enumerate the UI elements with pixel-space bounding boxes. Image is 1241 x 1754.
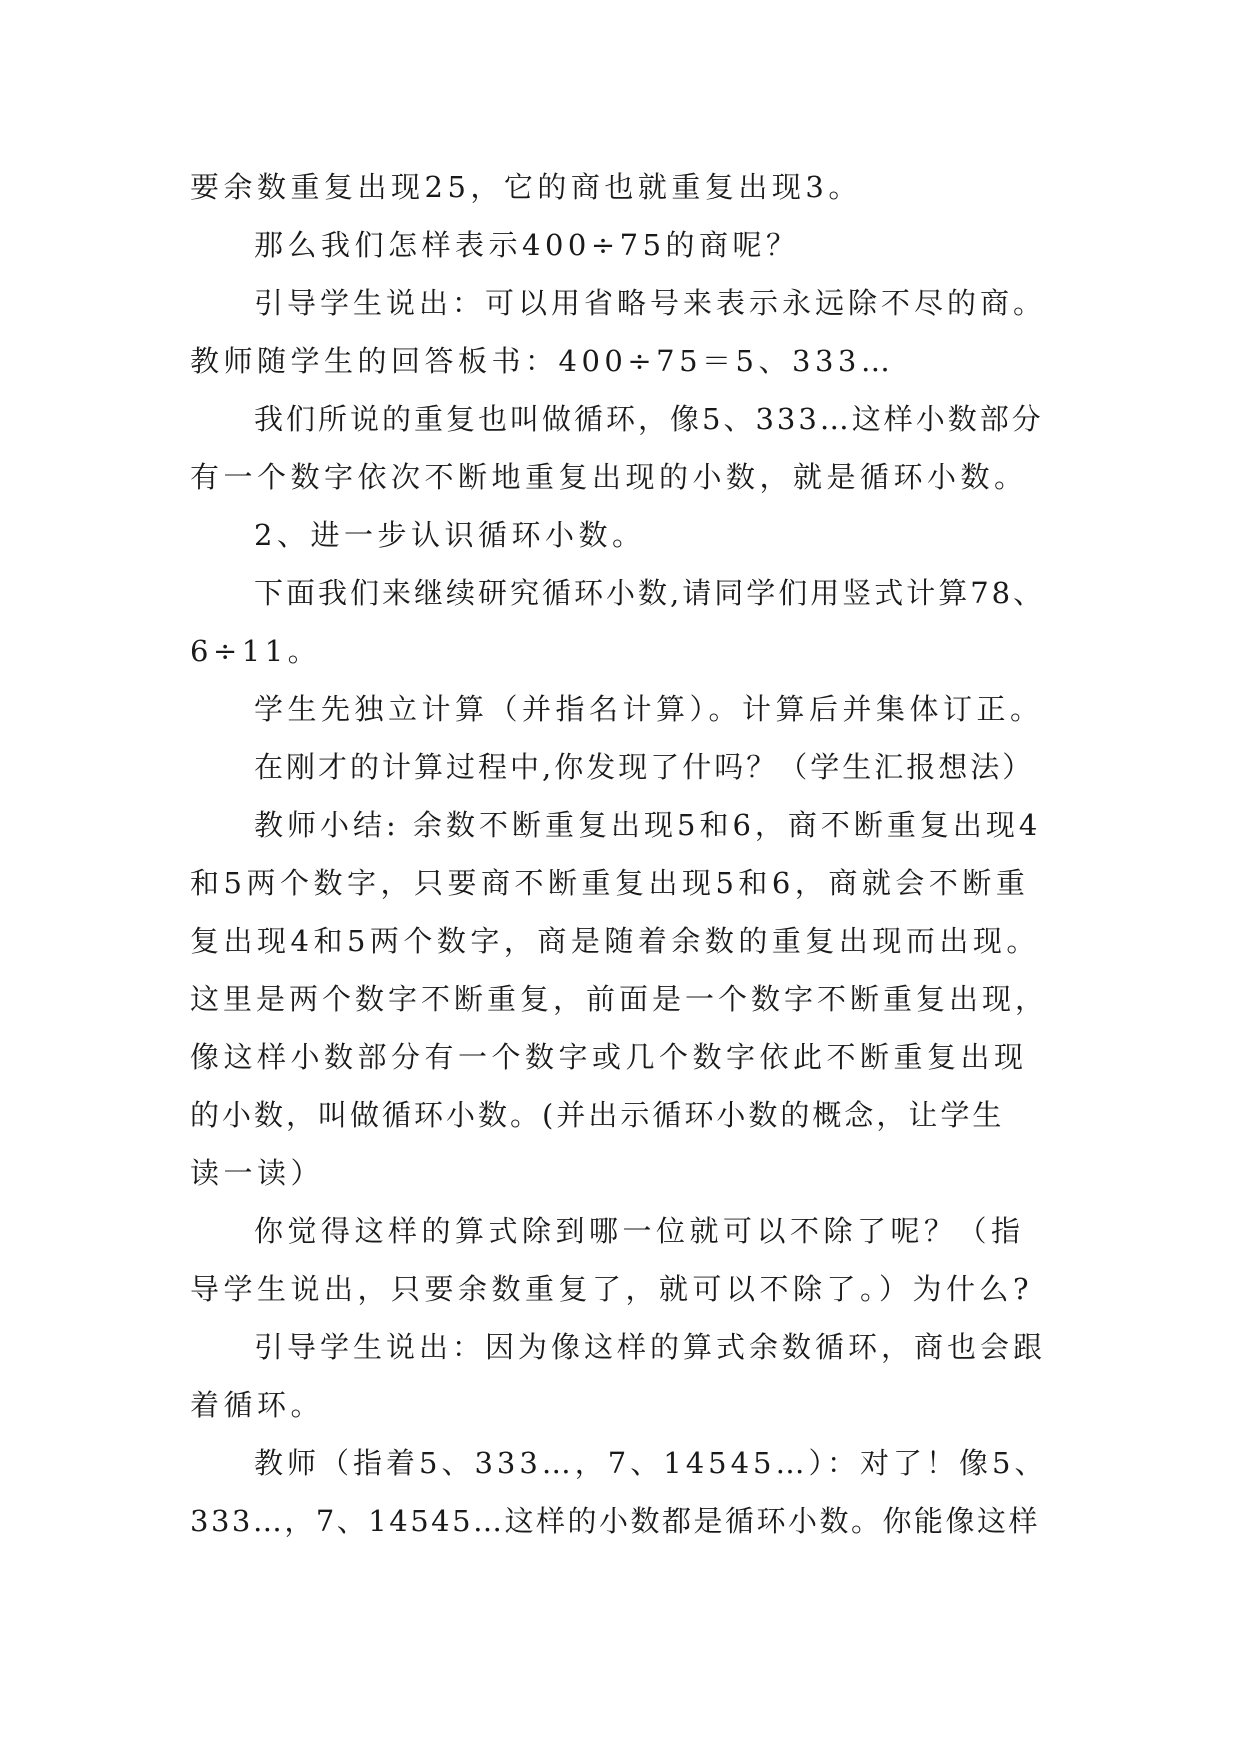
text-line: 下面我们来继续研究循环小数,请同学们用竖式计算78、 [254, 576, 1046, 610]
text-line: 要余数重复出现25，它的商也就重复出现3。 [190, 170, 862, 204]
text-line: 的小数，叫做循环小数。(并出示循环小数的概念，让学生 [190, 1098, 1005, 1132]
document-body [190, 158, 1050, 1550]
text-line: 读一读） [190, 1156, 325, 1190]
text-line: 和5两个数字，只要商不断重复出现5和6，商就会不断重 [190, 866, 1030, 900]
text-line: 导学生说出，只要余数重复了，就可以不除了。）为什么? [190, 1272, 1034, 1306]
text-line: 有一个数字依次不断地重复出现的小数，就是循环小数。 [190, 460, 1028, 494]
text-line: 这里是两个数字不断重复，前面是一个数字不断重复出现， [190, 982, 1049, 1016]
text-line: 引导学生说出：可以用省略号来表示永远除不尽的商。 [254, 286, 1047, 320]
text-line: 你觉得这样的算式除到哪一位就可以不除了呢？（指 [254, 1214, 1025, 1248]
text-line: 那么我们怎样表示400÷75的商呢？ [254, 228, 800, 262]
text-line: 在刚才的计算过程中,你发现了什吗？（学生汇报想法） [254, 750, 1035, 784]
text-line: 学生先独立计算（并指名计算）。计算后并集体订正。 [254, 692, 1044, 726]
text-line: 教师小结: 余数不断重复出现5和6，商不断重复出现4 [254, 808, 1042, 842]
text-line: 教师随学生的回答板书：400÷75＝5、333… [190, 344, 895, 378]
text-line: 引导学生说出：因为像这样的算式余数循环，商也会跟 [254, 1330, 1047, 1364]
text-line: 教师（指着5、333…，7、14545…）：对了！像5、 [254, 1446, 1048, 1480]
text-line: 我们所说的重复也叫做循环，像5、333…这样小数部分 [254, 402, 1044, 436]
text-line: 复出现4和5两个数字，商是随着余数的重复出现而出现。 [190, 924, 1040, 958]
text-line: 2、进一步认识循环小数。 [254, 518, 646, 552]
text-line: 着循环。 [190, 1388, 325, 1422]
text-line: 6÷11。 [190, 634, 322, 668]
text-line: 像这样小数部分有一个数字或几个数字依此不断重复出现 [190, 1040, 1028, 1074]
text-line: 333…，7、14545…这样的小数都是循环小数。你能像这样 [190, 1504, 1041, 1538]
